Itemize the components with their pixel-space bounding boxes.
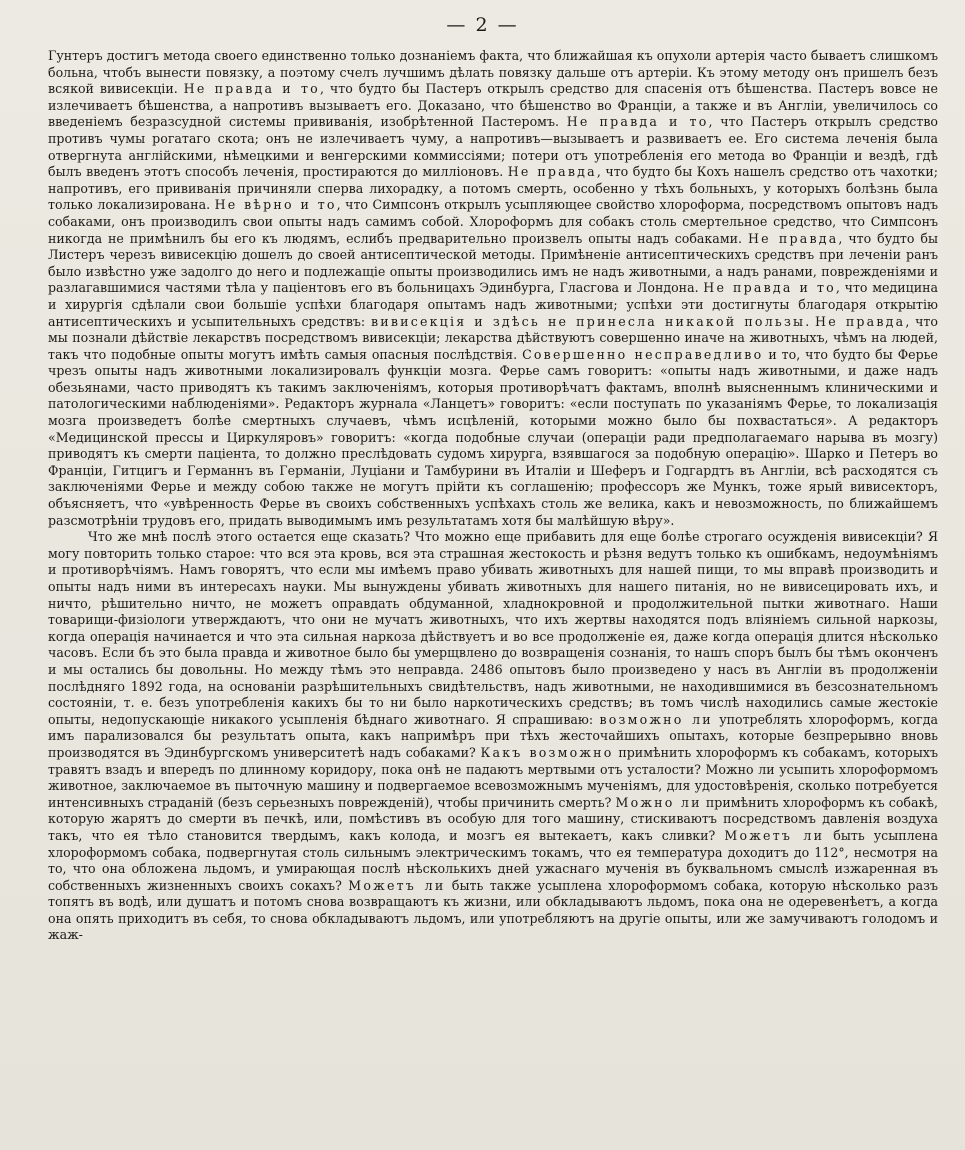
text-run: примѣнить хлороформъ къ собакамъ, которыхъ травятъ взадъ и впередъ по длинному коридору, пока онѣ не падаютъ мертвыми отъ усталости? Можно ли усыпить хлороформомъ животное, заключаемое въ пыточную машину и подвергаемое всевозможнымъ мученіямъ, для удостовѣренія, сколько потребуется интенсивныхъ страданій (безъ серьезныхъ поврежденій), чтобы причинить смерть? xyxy=(48,744,938,810)
spaced-emphasis: вивисекція и здѣсь не принесла никакой пользы xyxy=(370,313,806,329)
text-run: , что мы познали дѣйствіе лекарствъ посредствомъ вивисекціи; лекарства дѣйствуютъ совершенно иначе на животныхъ, чѣмъ на людей, такъ что подобные опыты могутъ имѣть самыя опасныя послѣдствія. xyxy=(48,313,938,362)
text-run: и то, что будто бы Ферье чрезъ опыты надъ животными локализировалъ функціи мозга. Ферье самъ говоритъ: «опыты надъ животными, и даже надъ обезьянами, часто приводятъ къ такимъ заключеніямъ, которыя противорѣчатъ фактамъ, вполнѣ выясненнымъ клиническими и патологическими наблюденіями». Редакторъ журнала «Ланцетъ» говоритъ: «если поступать по указаніямъ Ферье, то локализація мозга произведетъ болѣе смертныхъ случаевъ, чѣмъ исцѣленій, которыми можно было бы похвастаться». А редакторъ «Медицинской прессы и Циркуляровъ» говоритъ: «когда подобные случаи (операціи ради предполагаемаго нарыва въ мозгу) приводятъ къ смерти паціента, то должно преслѣдовать судомъ хирурга, взявшагося за подобную операцію». Шарко и Петеръ во Франціи, Гитцигъ и Германнъ въ Германіи, Луціани и Тамбурини въ Италіи и Шеферъ и Годгардтъ въ Англіи, всѣ расходятся съ заключеніями Ферье и между собою также не могутъ прійти къ соглашенію; профессоръ же Мункъ, тоже ярый вивисекторъ, объясняетъ, что «увѣренность Ферье въ своихъ собственныхъ успѣхахъ столь же велика, какъ и невозможность, по ближайшемъ разсмотрѣніи трудовъ его, придать выводимымъ имъ результатамъ хотя бы малѣйшую вѣру». xyxy=(48,346,938,528)
text-run: , что будто бы Листеръ черезъ вивисекцію дошелъ до своей антисептической методы. Примѣненіе антисептическихъ средствъ при леченіи ранъ было извѣстно уже задолго до него и подлежащіе опыты производились имъ не надъ животными, а надъ ранами, поврежденіями и разлагавшимися частями тѣла у паціентовъ его въ больницахъ Эдинбурга, Гласгова и Лондона. xyxy=(48,230,938,296)
text-run: , что Пастеръ открылъ средство противъ чумы рогатаго скота; онъ не излечиваетъ чуму, а напротивъ—вызываетъ и развиваетъ ее. Его система леченія была отвергнута англійскими, нѣмецкими и венгерскими коммиссіями; потери отъ употребленія его метода во Франціи и вездѣ, гдѣ былъ введенъ этотъ способъ леченія, простираются до милліоновъ. xyxy=(48,114,938,180)
text-run: употреблять хлороформъ, когда имъ парализовался бы результатъ опыта, какъ напримѣръ при тѣхъ жесточайшихъ опытахъ, которые безпрерывно вновь производятся въ Эдинбургскомъ университетѣ надъ собаками? xyxy=(48,711,939,760)
text-run: , что Симпсонъ открылъ усыпляющее свойство хлороформа, посредствомъ опытовъ надъ собаками, онъ производилъ свои опыты надъ самимъ собой. Хлороформъ для собакъ столь смертельное средство, что Симпсонъ никогда не примѣнилъ бы его къ людямъ, еслибъ предварительно произвелъ опыты надъ собаками. xyxy=(48,197,938,246)
body-text xyxy=(48,48,938,944)
spaced-emphasis: Не правда и то xyxy=(703,280,836,296)
text-run: . xyxy=(805,313,816,329)
text-run: Гунтеръ достигъ метода своего единственно только дознаніемъ факта, что ближайшая къ опухоли артерія часто бываетъ слишкомъ больна, чтобъ вынести повязку, а поэтому счелъ лучшимъ дѣлать повязку дальше отъ артеріи. Къ этому методу онъ пришелъ безъ всякой вивисекціи. xyxy=(48,48,938,97)
spaced-emphasis: Совершенно несправедливо xyxy=(522,346,764,362)
text-run: , что будто бы Кохъ нашелъ средство отъ чахотки; напротивъ, его прививанія причиняли сперва лихорадку, а потомъ смерть, особенно у тѣхъ больныхъ, у которыхъ болѣзнь была только локализирована. xyxy=(48,164,938,213)
spaced-emphasis: Не правда xyxy=(747,230,839,246)
spaced-emphasis: возможно ли xyxy=(599,711,713,727)
text-run: Что же мнѣ послѣ этого остается еще сказать? Что можно еще прибавить для еще болѣе строгаго осужденія вивисекціи? Я могу повторить только старое: что вся эта кровь, вся эта страшная жестокость и рѣзня ведутъ только къ ошибкамъ, недоумѣніямъ и противорѣчіямъ. Намъ говорятъ, что если мы имѣемъ право убивать животныхъ для нашей пищи, то мы вправѣ производить и опыты надъ ними въ интересахъ науки. Мы вынуждены убивать животныхъ для нашего питанія, но не вивисецировать ихъ, и ничто, рѣшительно ничто, не можетъ оправдать обдуманной, хладнокровной и продолжительной пытки животнаго. Наши товарищи-физіологи утверждаютъ, что они не мучатъ животныхъ, что ихъ жертвы находятся подъ вліяніемъ сильной наркозы, когда операція начинается и что эта сильная наркоза дѣйствуетъ и во все продолженіе ея, даже когда операція длится нѣсколько часовъ. Если бъ это была правда и животное было бы умерщвлено до возвращенія сознанія, то нашъ споръ былъ бы тѣмъ оконченъ и мы остались бы довольны. Но между тѣмъ это неправда. 2486 опытовъ было произведено у насъ въ Англіи въ продолженіи послѣдняго 1892 года, на основаніи разрѣшительныхъ свидѣтельствъ, надъ животными, не находившимися въ безсознательномъ состояніи, т. е. безъ употребленія какихъ бы то ни было наркотическихъ средствъ; въ томъ числѣ находились самые жестокіе опыты, недопускающіе никакого усыпленія бѣднаго животнаго. Я спрашиваю: xyxy=(48,529,938,727)
text-run: примѣнить хлороформъ къ собакѣ, которую жарятъ до смерти въ печкѣ, или, помѣстивъ въ особую для того машину, стискиваютъ посредствомъ давленія воздуха такъ, что ея тѣло становится твердымъ, какъ колода, и мозгъ ея вытекаетъ, какъ сливки? xyxy=(48,794,938,843)
spaced-emphasis: Можетъ ли xyxy=(724,827,825,843)
spaced-emphasis: Не правда xyxy=(507,164,597,180)
spaced-emphasis: Не вѣрно и то xyxy=(214,197,337,213)
spaced-emphasis: Можно ли xyxy=(615,794,702,810)
spaced-emphasis: Не правда и то xyxy=(566,114,709,130)
spaced-emphasis: Не правда xyxy=(815,313,906,329)
text-run: , что медицина и хирургія сдѣлали свои большіе успѣхи благодаря опытамъ надъ животными; успѣхи эти достигнуты благодаря открытію антисептическихъ и усыпительныхъ средствъ: xyxy=(48,280,938,329)
text-run: быть усыплена хлороформомъ собака, подвергнутая столь сильнымъ электрическимъ токамъ, что ея температура доходитъ до 112°, несмотря на то, что она обложена льдомъ, и умирающая послѣ нѣсколькихъ дней ужаснаго мученія въ буквальномъ смыслѣ изжаренная въ собственныхъ жизненныхъ своихъ сокахъ? xyxy=(48,827,938,893)
spaced-emphasis: Какъ возможно xyxy=(480,744,614,760)
text-run: быть также усыплена хлороформомъ собака, которую нѣсколько разъ топятъ въ водѣ, или душатъ и потомъ снова возвращаютъ къ жизни, или обкладываютъ льдомъ, пока она не одеревенѣетъ, а когда она опять приходитъ въ себя, то снова обкладываютъ льдомъ, или употребляютъ на другіе опыты, или же замучиваютъ голодомъ и жаж- xyxy=(48,877,938,943)
text-run: , что будто бы Пастеръ открылъ средство для спасенія отъ бѣшенства. Пастеръ вовсе не излечиваетъ бѣшенства, а напротивъ вызываетъ его. Доказано, что бѣшенство во Франціи, а также и въ Англіи, увеличилось со введеніемъ безразсудной системы прививанія, изобрѣтенной Пастеромъ. xyxy=(48,81,938,130)
paragraph xyxy=(48,529,938,944)
spaced-emphasis: Не правда и то xyxy=(183,81,320,97)
page-number: — 2 — xyxy=(446,14,519,36)
spaced-emphasis: Можетъ ли xyxy=(348,877,446,893)
paragraph xyxy=(48,48,938,529)
